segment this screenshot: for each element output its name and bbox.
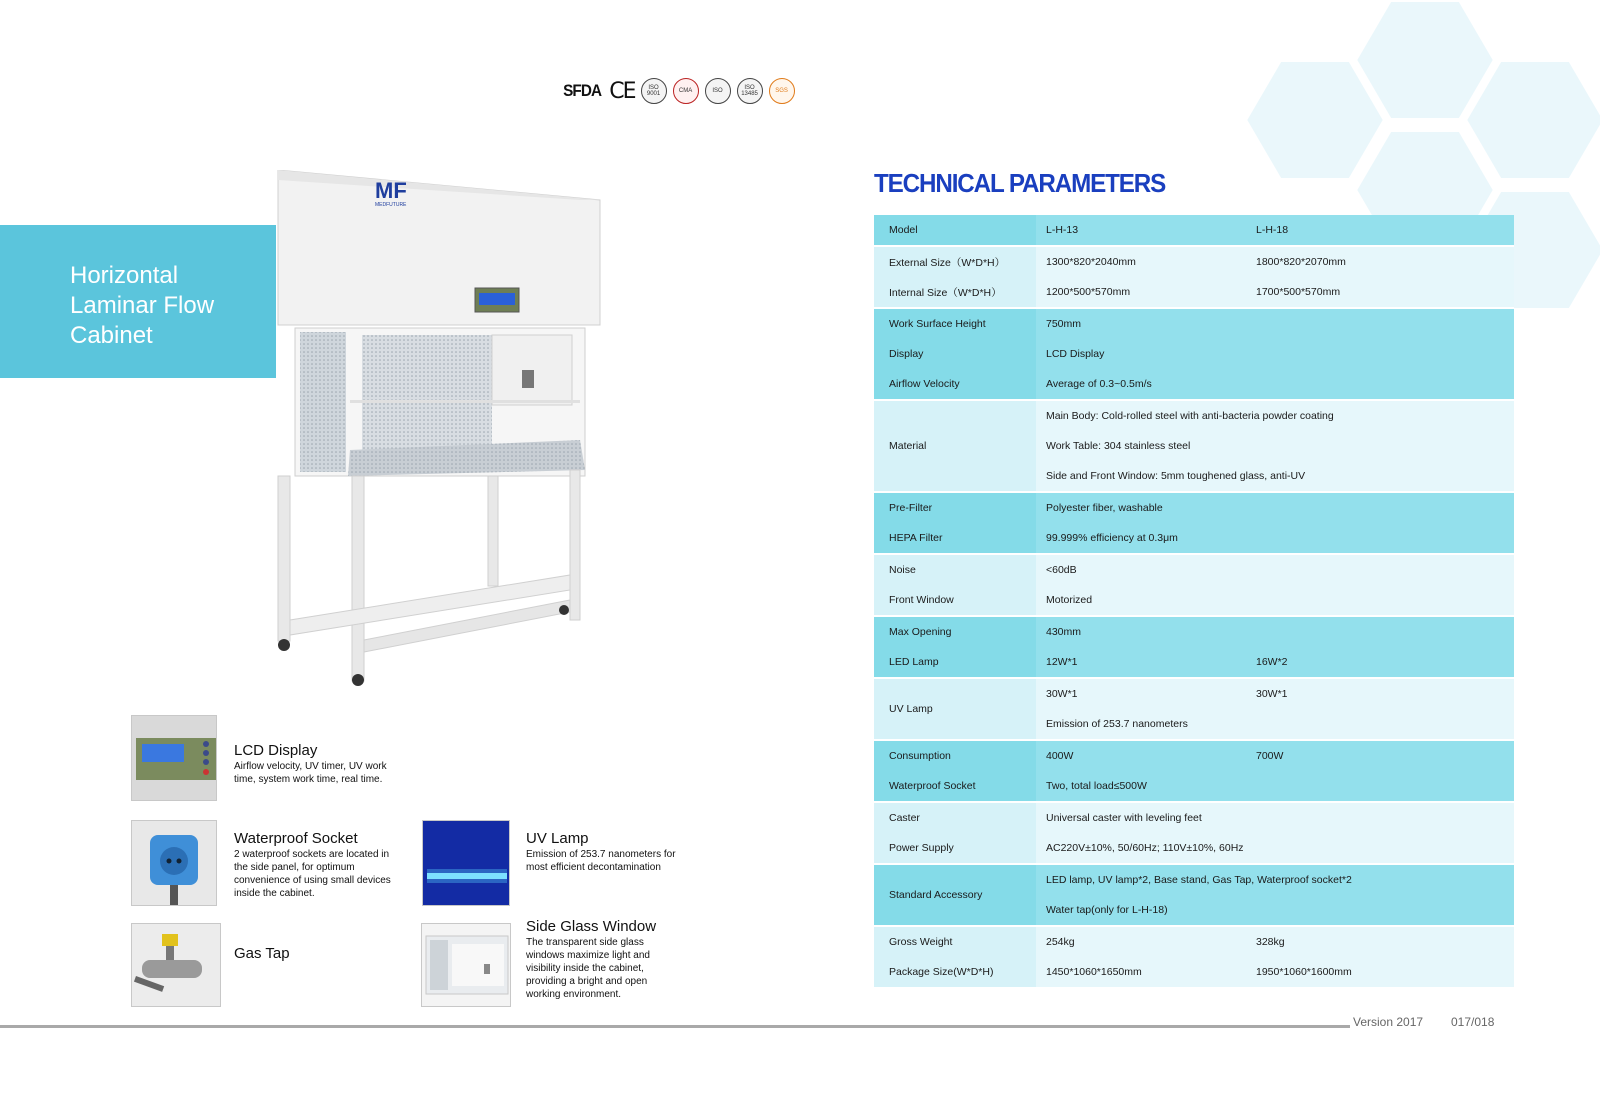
lcd-display-icon [132,716,217,801]
value-l-h-13: 99.999% efficiency at 0.3μm [1046,532,1178,544]
value-l-h-18: 16W*2 [1256,656,1288,668]
feature-title: Gas Tap [234,945,290,962]
technical-parameters-table [874,215,1514,987]
parameter-line [1036,369,1514,399]
value-l-h-18: 328kg [1256,936,1285,948]
parameter-line [1036,957,1514,987]
parameter-line [1036,895,1514,925]
parameter-name: Standard Accessory [874,865,1036,925]
parameter-values [1036,493,1514,523]
uv-lamp-photo [422,820,510,906]
iso13485-seal: ISO 13485 [737,78,763,104]
parameter-values [1036,369,1514,399]
parameter-row [874,865,1514,925]
parameter-values [1036,215,1514,245]
parameter-name: Gross Weight [874,927,1036,957]
value-l-h-18: 700W [1256,750,1284,762]
value-l-h-13: 750mm [1046,318,1082,330]
certification-logos [561,78,795,104]
value-l-h-13: 1300*820*2040mm [1046,256,1136,268]
value-l-h-13: Water tap(only for L-H-18) [1046,904,1168,916]
parameter-values [1036,339,1514,369]
parameter-line [1036,709,1514,739]
parameter-row [874,523,1514,553]
product-title-line: Cabinet [70,322,153,349]
value-l-h-13: Side and Front Window: 5mm toughened glass, anti-UV [1046,470,1306,482]
technical-parameters-heading: TECHNICAL PARAMETERS [874,168,1166,198]
parameter-row [874,401,1514,491]
parameter-row [874,215,1514,245]
parameter-name: LED Lamp [874,647,1036,677]
iso-seal: ISO [705,78,731,104]
parameter-row [874,309,1514,339]
parameter-name: Pre-Filter [874,493,1036,523]
value-l-h-13: L-H-13 [1046,224,1079,236]
parameter-name: Internal Size（W*D*H） [874,277,1036,307]
value-l-h-13: 400W [1046,750,1074,762]
product-title-band [0,225,276,378]
parameter-line [1036,461,1514,491]
parameter-row [874,493,1514,523]
feature-desc: The transparent side glass windows maximize light and visibility inside the cabinet, providing a bright and open working environment. [526,937,650,1000]
value-l-h-18: 1950*1060*1600mm [1256,966,1352,978]
product-title-line: Laminar Flow [70,292,215,319]
parameter-row [874,771,1514,801]
parameter-row [874,277,1514,307]
value-l-h-13: 430mm [1046,626,1082,638]
parameter-line [1036,679,1514,709]
parameter-name: Package Size(W*D*H) [874,957,1036,987]
parameter-line [1036,493,1514,523]
parameter-values [1036,833,1514,863]
laminar-flow-cabinet-illustration [270,170,620,705]
gas-tap-photo [131,923,221,1007]
parameter-name: Consumption [874,741,1036,771]
parameter-line [1036,523,1514,553]
value-l-h-13: 1200*500*570mm [1046,286,1131,298]
feature-title: Waterproof Socket [234,830,358,847]
value-l-h-13: Universal caster with leveling feet [1046,812,1202,824]
parameter-name: Display [874,339,1036,369]
parameter-name: Noise [874,555,1036,585]
value-l-h-13: LED lamp, UV lamp*2, Base stand, Gas Tap, Waterproof socket*2 [1046,874,1352,886]
parameter-name: Work Surface Height [874,309,1036,339]
parameter-line [1036,309,1514,339]
value-l-h-13: 12W*1 [1046,656,1078,668]
value-l-h-18: 1800*820*2070mm [1256,256,1346,268]
parameter-row [874,957,1514,987]
parameter-name: Power Supply [874,833,1036,863]
feature-title: LCD Display [234,742,318,759]
parameter-row [874,555,1514,585]
value-l-h-13: 1450*1060*1650mm [1046,966,1142,978]
sgs-seal: SGS [769,78,795,104]
sfda-logo: SFDA [563,81,602,100]
value-l-h-13: LCD Display [1046,348,1105,360]
parameter-line [1036,617,1514,647]
parameter-values [1036,679,1514,739]
ce-mark: CE [609,78,635,104]
footer-divider [0,1025,1350,1028]
parameter-values [1036,555,1514,585]
parameter-values [1036,277,1514,307]
product-title [70,261,214,351]
parameter-values [1036,927,1514,957]
iso9001-seal: ISO 9001 [641,78,667,104]
value-l-h-13: Work Table: 304 stainless steel [1046,440,1191,452]
value-l-h-18: 1700*500*570mm [1256,286,1341,298]
parameter-values [1036,523,1514,553]
cma-seal: CMA [673,78,699,104]
lcd-display-photo [131,715,217,801]
parameter-values [1036,647,1514,677]
socket-icon [132,821,217,906]
value-l-h-13: Main Body: Cold-rolled steel with anti-bacteria powder coating [1046,410,1334,422]
feature-desc: Airflow velocity, UV timer, UV work time, system work time, real time. [234,761,387,785]
value-l-h-13: 30W*1 [1046,688,1078,700]
parameter-row [874,803,1514,833]
parameter-name: Waterproof Socket [874,771,1036,801]
waterproof-socket-photo [131,820,217,906]
parameter-line [1036,215,1514,245]
value-l-h-13: Polyester fiber, washable [1046,502,1163,514]
version-label: Version 2017 [1353,1015,1424,1029]
parameter-values [1036,865,1514,925]
value-l-h-13: Average of 0.3~0.5m/s [1046,378,1152,390]
parameter-values [1036,957,1514,987]
parameter-line [1036,431,1514,461]
parameter-row [874,369,1514,399]
value-l-h-18: 30W*1 [1256,688,1288,700]
parameter-row [874,927,1514,957]
parameter-line [1036,277,1514,307]
parameter-line [1036,401,1514,431]
parameter-values [1036,741,1514,771]
parameter-row [874,741,1514,771]
parameter-name: HEPA Filter [874,523,1036,553]
parameter-row [874,585,1514,615]
parameter-name: Front Window [874,585,1036,615]
parameter-name: Caster [874,803,1036,833]
brand-sub: MEDFUTURE [375,202,407,208]
glass-window-icon [422,924,511,1007]
brand-logo: MF [375,178,407,203]
value-l-h-18: L-H-18 [1256,224,1289,236]
parameter-name: Material [874,401,1036,491]
feature-title: UV Lamp [526,830,589,847]
parameter-row [874,617,1514,647]
parameter-line [1036,741,1514,771]
side-glass-window-photo [421,923,511,1007]
parameter-name: Model [874,215,1036,245]
value-l-h-13: Two, total load≤500W [1046,780,1147,792]
parameter-name: External Size（W*D*H） [874,247,1036,277]
value-l-h-13: Motorized [1046,594,1093,606]
parameter-name: Airflow Velocity [874,369,1036,399]
value-l-h-13: Emission of 253.7 nanometers [1046,718,1188,730]
parameter-values [1036,401,1514,491]
uv-lamp-icon [423,821,510,906]
parameter-line [1036,647,1514,677]
parameter-values [1036,309,1514,339]
value-l-h-13: <60dB [1046,564,1077,576]
parameter-line [1036,555,1514,585]
parameter-line [1036,833,1514,863]
parameter-name: UV Lamp [874,679,1036,739]
feature-title: Side Glass Window [526,918,657,935]
parameter-line [1036,771,1514,801]
parameter-row [874,833,1514,863]
parameter-line [1036,247,1514,277]
gas-tap-icon [132,924,221,1007]
parameter-line [1036,803,1514,833]
parameter-line [1036,865,1514,895]
value-l-h-13: AC220V±10%, 50/60Hz; 110V±10%, 60Hz [1046,842,1244,854]
feature-desc: Emission of 253.7 nanometers for most efficient decontamination [526,849,676,873]
parameter-line [1036,585,1514,615]
parameter-line [1036,927,1514,957]
page-numbers: 017/018 [1451,1015,1495,1029]
parameter-row [874,679,1514,739]
parameter-values [1036,617,1514,647]
parameter-values [1036,803,1514,833]
feature-desc: 2 waterproof sockets are located in the side panel, for optimum convenience of using small devices inside the cabinet. [234,849,391,899]
parameter-values [1036,247,1514,277]
parameter-row [874,647,1514,677]
product-title-line: Horizontal [70,262,179,289]
parameter-values [1036,585,1514,615]
value-l-h-13: 254kg [1046,936,1075,948]
parameter-line [1036,339,1514,369]
parameter-row [874,247,1514,277]
parameter-name: Max Opening [874,617,1036,647]
parameter-row [874,339,1514,369]
parameter-values [1036,771,1514,801]
